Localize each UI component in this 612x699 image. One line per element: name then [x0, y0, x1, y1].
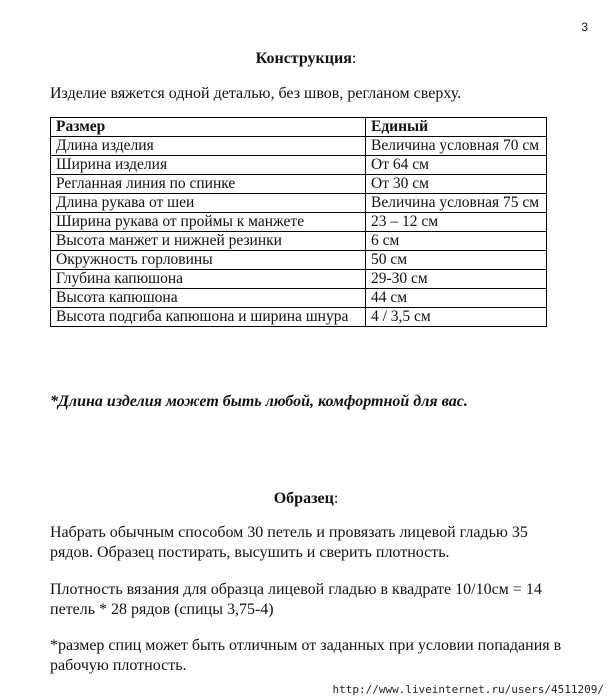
page-number: 3	[581, 20, 588, 34]
row-value: 6 см	[366, 232, 547, 251]
table-row	[51, 251, 547, 270]
header-size: Размер	[51, 118, 366, 137]
row-label: Высота капюшона	[51, 289, 366, 308]
construction-title-suffix: :	[351, 50, 357, 67]
row-value: 29-30 см	[366, 270, 547, 289]
length-note: *Длина изделия может быть любой, комфортной для вас.	[50, 393, 468, 410]
table-row	[51, 289, 547, 308]
size-table	[50, 117, 547, 327]
construction-intro: Изделие вяжется одной деталью, без швов, регланом сверху.	[50, 85, 462, 102]
table-row	[51, 232, 547, 251]
table-row	[51, 175, 547, 194]
header-value: Единый	[366, 118, 547, 137]
sample-title: Образец	[273, 490, 334, 507]
table-header-row	[51, 118, 547, 137]
table-row	[51, 137, 547, 156]
row-label: Длина рукава от шеи	[51, 194, 366, 213]
row-label: Ширина изделия	[51, 156, 366, 175]
table-row	[51, 156, 547, 175]
table-row	[51, 194, 547, 213]
table-row	[51, 270, 547, 289]
row-label: Длина изделия	[51, 137, 366, 156]
row-label: Глубина капюшона	[51, 270, 366, 289]
row-label: Ширина рукава от проймы к манжете	[51, 213, 366, 232]
source-watermark: http://www.liveinternet.ru/users/4511209/	[332, 683, 604, 696]
row-label: Регланная линия по спинке	[51, 175, 366, 194]
row-label: Высота манжет и нижней резинки	[51, 232, 366, 251]
row-value: 50 см	[366, 251, 547, 270]
construction-heading	[0, 50, 612, 68]
row-label: Высота подгиба капюшона и ширина шнура	[51, 308, 366, 327]
row-value: 4 / 3,5 см	[366, 308, 547, 327]
sample-heading	[0, 490, 612, 508]
sample-title-suffix: :	[333, 490, 339, 507]
row-value: От 30 см	[366, 175, 547, 194]
row-value: 23 – 12 см	[366, 213, 547, 232]
table-row	[51, 308, 547, 327]
sample-paragraph-2: Плотность вязания для образца лицевой гладью в квадрате 10/10см = 14 петель * 28 рядов (спицы 3,75-4)	[50, 581, 542, 618]
sample-paragraph-1: Набрать обычным способом 30 петель и провязать лицевой гладью 35 рядов. Образец постирать, высушить и сверить плотность.	[50, 524, 528, 561]
row-label: Окружность горловины	[51, 251, 366, 270]
row-value: 44 см	[366, 289, 547, 308]
row-value: Величина условная 70 см	[366, 137, 547, 156]
row-value: От 64 см	[366, 156, 547, 175]
sample-paragraph-3: *размер спиц может быть отличным от заданных при условии попадания в рабочую плотность.	[50, 637, 562, 674]
table-row	[51, 213, 547, 232]
row-value: Величина условная 75 см	[366, 194, 547, 213]
construction-title: Конструкция	[255, 50, 352, 67]
